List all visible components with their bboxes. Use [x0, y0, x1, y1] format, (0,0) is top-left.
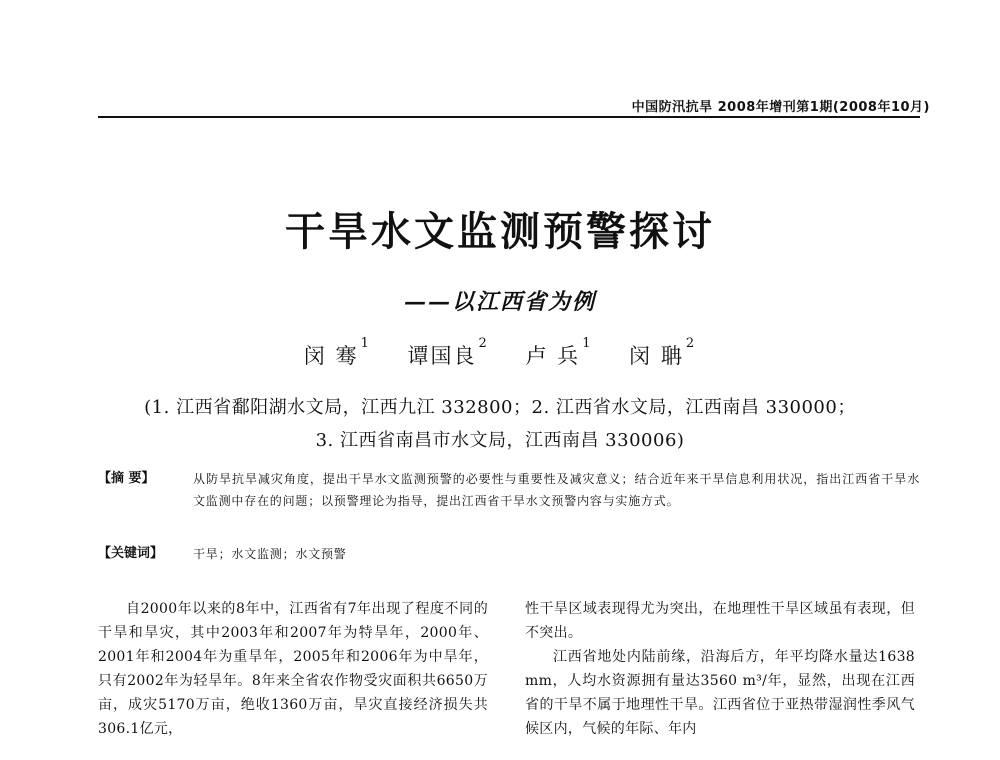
article-title: 干旱水文监测预警探讨: [285, 208, 715, 255]
author: 闵 骞$^1$: [303, 336, 371, 368]
keywords: [98, 543, 920, 565]
keywords-label: 【关键词】: [98, 546, 164, 561]
abstract-label: 【摘 要】: [98, 471, 155, 486]
abstract: [98, 468, 920, 512]
paragraph: 性干旱区域表现得尤为突出，在地理性干旱区域虽有表现，但不突出。: [525, 601, 915, 641]
author: 谭国良$^2$: [407, 336, 489, 368]
body-column-right: [525, 597, 915, 741]
paragraph: 自2000年以来的8年中，江西省有7年出现了程度不同的干旱和旱灾，其中2003年和2007年为特旱年，2000年、2001年和2004年为重旱年，2005年和2006年为中旱年，只有2002年为轻旱年。8年来全省农作物受灾面积共6650万亩，成灾5170万亩，绝收1360万亩，旱灾直接经济损失共306.1亿元，: [98, 601, 488, 737]
author: 卢 兵$^1$: [525, 336, 593, 368]
keywords-text: 干旱；水文监测；水文预警: [193, 547, 347, 561]
header-rule: [98, 116, 920, 118]
body-column-left: [98, 597, 488, 741]
article-subtitle: ——以江西省为例: [403, 289, 596, 315]
paragraph: 江西省地处内陆前缘，沿海后方，年平均降水量达1638 mm，人均水资源拥有量达3560 m³/年，显然，出现在江西省的干旱不属于地理性干旱。江西省位于亚热带湿润性季风气候区内，气候的年际、年内: [525, 649, 915, 737]
journal-header: 中国防汛抗旱 2008年增刊第1期(2008年10月): [631, 100, 930, 115]
affiliations-line-2: 3. 江西省南昌市水文局，江西南昌 330006): [315, 430, 685, 451]
author-list: [0, 336, 1000, 370]
author: 闵 聃$^2$: [629, 336, 697, 368]
affiliations-line-1: (1. 江西省鄱阳湖水文局，江西九江 332800；2. 江西省水文局，江西南昌 330000；: [144, 397, 856, 418]
abstract-text: 从防旱抗旱减灾角度，提出干旱水文监测预警的必要性与重要性及减灾意义；结合近年来干旱信息利用状况，指出江西省干旱水文监测中存在的问题；以预警理论为指导，提出江西省干旱水文预警内容与实施方式。: [193, 472, 920, 508]
